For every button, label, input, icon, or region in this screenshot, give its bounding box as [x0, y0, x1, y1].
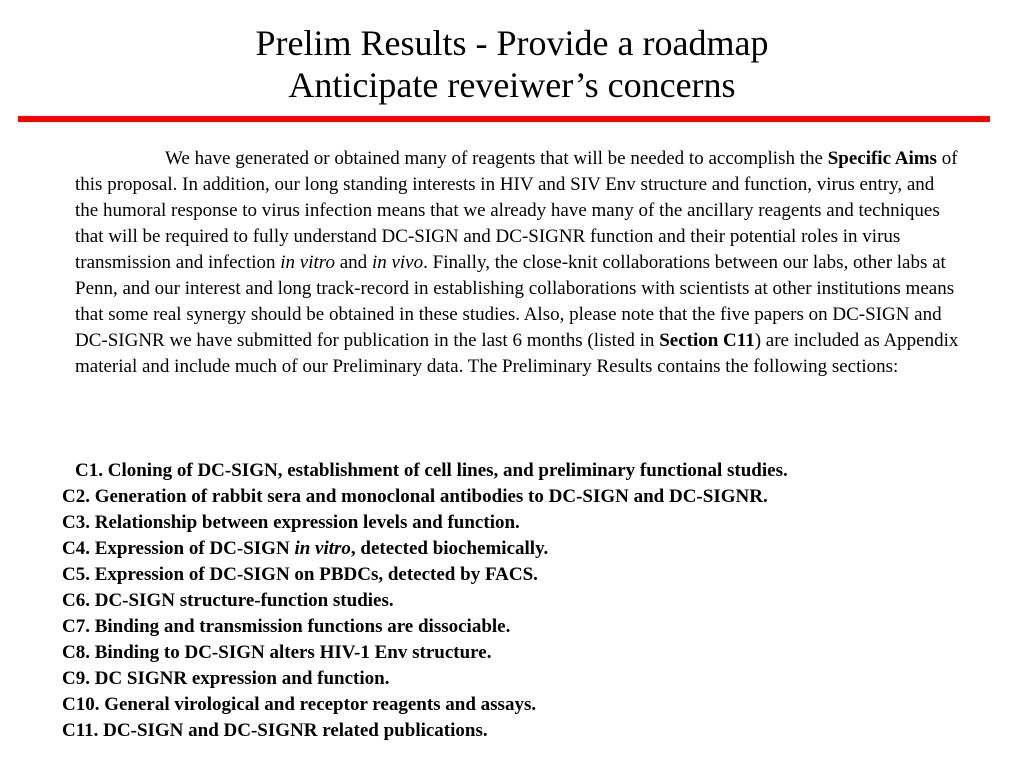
paragraph-text-4: . Finally, the close-knit collaborations between our labs, other labs at Penn, and our interest and long track-record in establishing collaborations with scientists at other institutions means that some real synergy should be obtained in these studies. Also, please note that the five papers on DC-SIGN and DC-SIGNR we have submitted for publication in the last 6 months (listed in [75, 252, 955, 351]
paragraph-text-2: of this proposal. In addition, our long standing interests in HIV and SIV Env structure and function, virus entry, and the humoral response to virus infection means that we already have many of the ancillary reagents and techniques that will be required to fully understand DC-SIGN and DC-SIGNR function and their potential roles in virus transmission and infection [75, 148, 958, 273]
slide-title [0, 22, 1024, 106]
section-item-c11: C11. DC-SIGN and DC-SIGNR related publications. [62, 720, 488, 741]
section-item-c8: C8. Binding to DC-SIGN alters HIV-1 Env structure. [62, 642, 492, 663]
section-c4-text-2: , detected biochemically. [350, 538, 549, 559]
intro-paragraph [75, 146, 960, 380]
section-item-c1: C1. Cloning of DC-SIGN, establishment of cell lines, and preliminary functional studies. [75, 460, 788, 481]
title-line-2: Anticipate reveiwer’s concerns [288, 65, 736, 105]
section-c4-italic: in vitro [294, 538, 351, 559]
in-vivo-italic: in vivo [371, 252, 424, 273]
paragraph-text-3: and [335, 252, 372, 273]
section-item-c3: C3. Relationship between expression levels and function. [62, 512, 520, 533]
section-c4-text-1: C4. Expression of DC-SIGN [62, 538, 295, 559]
paragraph-text-1: We have generated or obtained many of reagents that will be needed to accomplish the [165, 148, 828, 169]
title-divider [18, 116, 990, 122]
section-item-c6: C6. DC-SIGN structure-function studies. [62, 590, 394, 611]
title-line-1: Prelim Results - Provide a roadmap [255, 23, 769, 63]
section-item-c5: C5. Expression of DC-SIGN on PBDCs, detected by FACS. [62, 564, 538, 585]
specific-aims-bold: Specific Aims [827, 148, 937, 169]
section-item-c9: C9. DC SIGNR expression and function. [62, 668, 390, 689]
in-vitro-italic: in vitro [280, 252, 335, 273]
section-item-c2: C2. Generation of rabbit sera and monoclonal antibodies to DC-SIGN and DC-SIGNR. [62, 486, 768, 507]
section-c11-bold: Section C11 [659, 330, 755, 351]
section-item-c7: C7. Binding and transmission functions are dissociable. [62, 616, 511, 637]
section-item-c10: C10. General virological and receptor reagents and assays. [62, 694, 537, 715]
section-list [0, 458, 1024, 744]
paragraph-text-5: ) are included as Appendix material and include much of our Preliminary data. The Preliminary Results contains the following sections: [75, 330, 959, 377]
section-item-c4 [0, 536, 1024, 562]
